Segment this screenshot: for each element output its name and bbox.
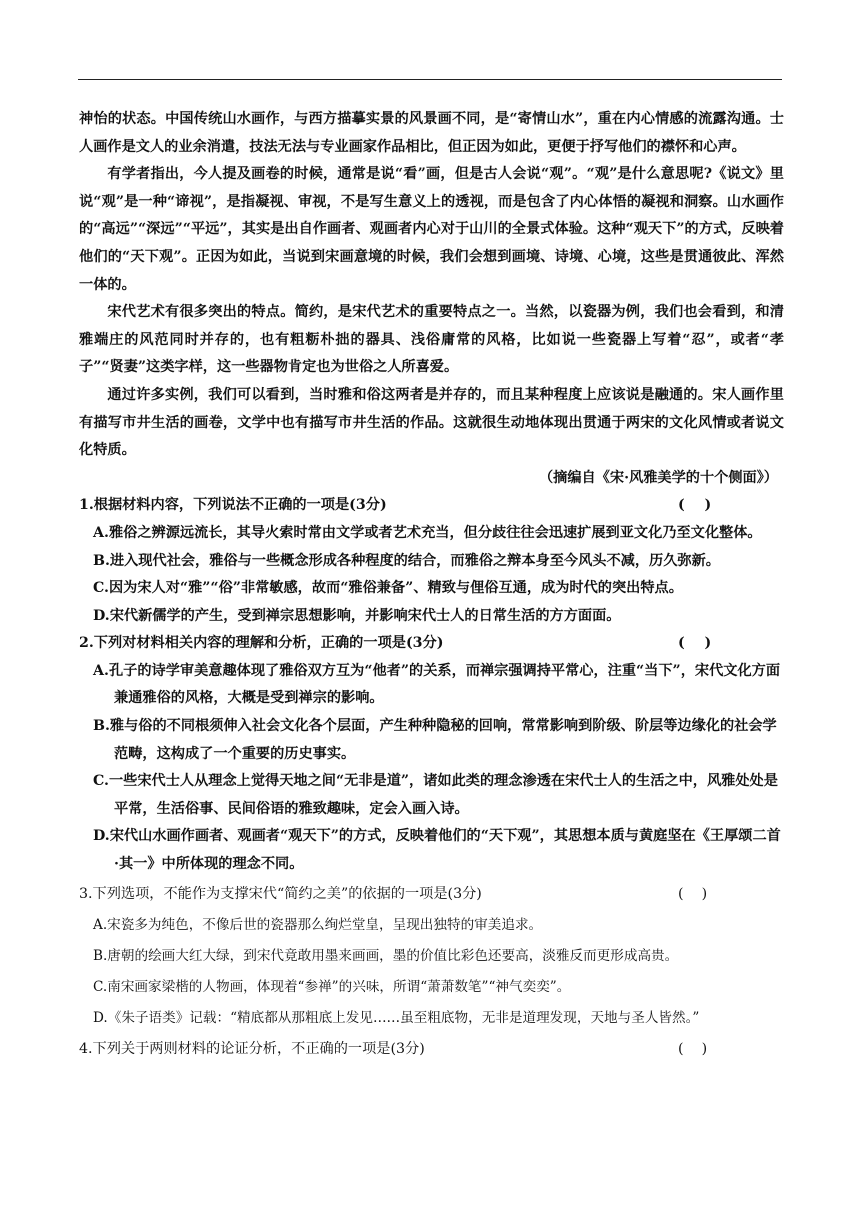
question-1-option-a: A.雅俗之辨源远流长，其导火索时常由文学或者艺术充当，但分歧往往会迅速扩展到亚文化乃至文化整体。: [93, 524, 762, 541]
question-2-option-d: D.宋代山水画作画者、观画者“观天下”的方式，反映着他们的“天下观”，其思想本质与黄庭坚在《王厚颂二首·其一》中所体现的理念不同。: [93, 828, 781, 873]
header-rule: [78, 79, 782, 80]
question-2-option-b: B.雅与俗的不同根须伸入社会文化各个层面，产生种种隐秘的回响，常常影响到阶级、阶层等边缘化的社会学范畴，这构成了一个重要的历史事实。: [93, 718, 777, 762]
question-4-answer-blank: ( ): [678, 1040, 708, 1057]
question-2: [79, 630, 784, 878]
passage-paragraph-3: 宋代艺术有很多突出的特点。简约，是宋代艺术的重要特点之一。当然，以瓷器为例，我们也会看到，和清雅端庄的风范同时并存的，也有粗粝朴拙的器具、浅俗庸常的风格，比如说一些瓷器上写着“忍”，或者“孝子”“贤妻”这类字样，这一些器物肯定也为世俗之人所喜爱。: [79, 304, 784, 376]
question-2-stem: [79, 630, 784, 658]
question-3-option-a: A.宋瓷多为纯色，不像后世的瓷器那么绚烂堂皇，呈现出独特的审美追求。: [93, 916, 543, 933]
question-1-option-b: B.进入现代社会，雅俗与一些概念形成各种程度的结合，而雅俗之辩本身至今风头不减，历久弥新。: [93, 552, 720, 569]
question-3-option-b: B.唐朝的绘画大红大绿，到宋代竟敢用墨来画画，墨的价值比彩色还要高，淡雅反而更形成高贵。: [93, 947, 679, 964]
question-2-text: 2.下列对材料相关内容的理解和分析，正确的一项是(3分): [79, 635, 444, 652]
question-3-answer-blank: ( ): [678, 885, 708, 902]
passage-source: （摘编自《宋·风雅美学的十个侧面》）: [538, 469, 778, 486]
question-3-stem: [79, 879, 784, 910]
question-3-option-c: C.南宋画家梁楷的人物画，体现着“参禅”的兴味，所谓“萧萧数笔”“神气奕奕”。: [93, 978, 571, 995]
question-1-stem: [79, 492, 784, 520]
question-1-text: 1.根据材料内容，下列说法不正确的一项是(3分): [79, 497, 387, 514]
passage-paragraph-4: 通过许多实例，我们可以看到，当时雅和俗这两者是并存的，而且某种程度上应该说是融通的。宋人画作里有描写市井生活的画卷，文学中也有描写市井生活的作品。这就很生动地体现出贯通于两宋的文化风情或者说文化特质。: [79, 386, 784, 459]
question-4-text: 4.下列关于两则材料的论证分析，不正确的一项是(3分): [79, 1040, 425, 1057]
question-2-answer-blank: ( ): [678, 635, 712, 652]
question-3: [79, 879, 784, 1034]
question-1-option-c: C.因为宋人对“雅”“俗”非常敏感，故而“雅俗兼备”、精致与俚俗互通，成为时代的突出特点。: [93, 580, 683, 597]
question-4-stem: [79, 1034, 784, 1065]
question-3-text: 3.下列选项，不能作为支撑宋代“简约之美”的依据的一项是(3分): [79, 885, 482, 902]
question-4: [79, 1034, 784, 1065]
question-1: [79, 492, 784, 630]
document-page: [79, 106, 784, 1065]
question-2-option-c: C.一些宋代士人从理念上觉得天地之间“无非是道”，诸如此类的理念渗透在宋代士人的生活之中，风雅处处是平常，生活俗事、民间俗语的雅致趣味，定会入画入诗。: [93, 773, 778, 817]
question-1-option-d: D.宋代新儒学的产生，受到禅宗思想影响，并影响宋代士人的日常生活的方方面面。: [93, 607, 621, 624]
passage-paragraph-2: 有学者指出，今人提及画卷的时候，通常是说“看”画，但是古人会说“观”。“观”是什么意思呢?《说文》里说“观”是一种“谛视”，是指凝视、审视，不是写生意义上的透视，而是包含了内心体悟的凝视和洞察。山水画作的“高远”“深远”“平远”，其实是出自作画者、观画者内心对于山川的全景式体验。这种“观天下”的方式，反映着他们的“天下观”。正因为如此，当说到宋画意境的时候，我们会想到画境、诗境、心境，这些是贯通彼此、浑然一体的。: [79, 166, 784, 293]
question-1-answer-blank: ( ): [678, 497, 712, 514]
question-2-option-a: A.孔子的诗学审美意趣体现了雅俗双方互为“他者”的关系，而禅宗强调持平常心，注重“当下”，宋代文化方面兼通雅俗的风格，大概是受到禅宗的影响。: [93, 662, 781, 707]
question-3-option-d: D.《朱子语类》记载：“精底都从那粗底上发见……虽至粗底物，无非是道理发现，天地与圣人皆然。”: [93, 1009, 700, 1026]
passage-paragraph-1: 神怡的状态。中国传统山水画作，与西方描摹实景的风景画不同，是“寄情山水”，重在内心情感的流露沟通。士人画作是文人的业余消遣，技法无法与专业画家作品相比，但正因为如此，更便于抒写他们的襟怀和心声。: [79, 111, 784, 155]
